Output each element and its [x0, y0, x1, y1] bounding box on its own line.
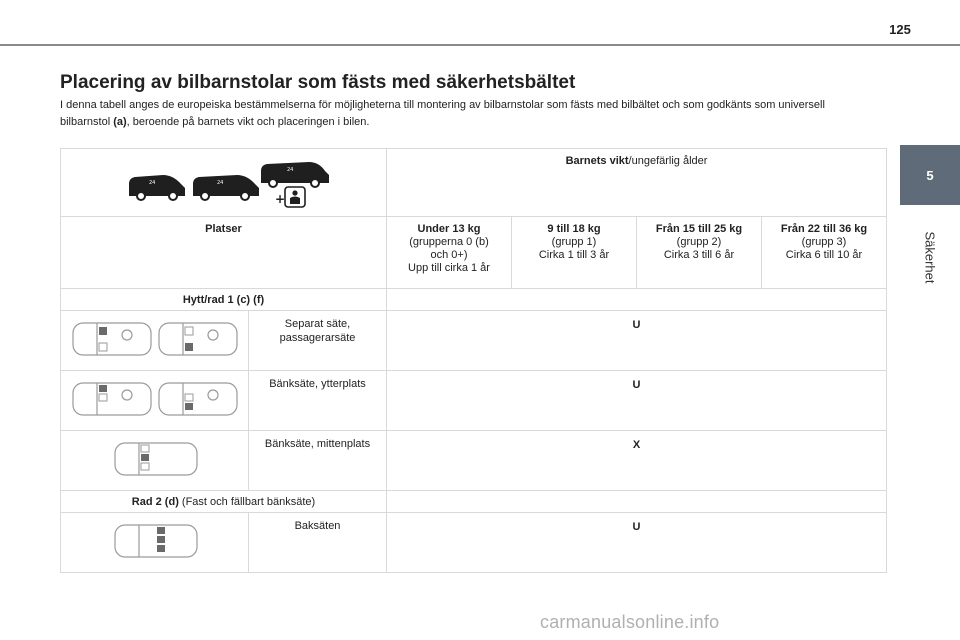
table-row — [61, 311, 887, 371]
seat-value: X — [387, 431, 887, 491]
svg-text:24: 24 — [287, 167, 294, 173]
chapter-label: Säkerhet — [922, 230, 938, 284]
svg-text:24: 24 — [217, 180, 224, 186]
seat-name: Bänksäte, ytterplats — [249, 371, 387, 431]
plus-symbol: + — [275, 192, 286, 206]
seat-icon-cell — [61, 513, 249, 573]
table-row — [61, 431, 887, 491]
table-row — [61, 371, 887, 431]
child-seat-icon — [285, 187, 305, 207]
watermark: carmanualsonline.info — [540, 612, 720, 632]
chapter-number: 5 — [926, 167, 934, 183]
vehicle-icons — [61, 149, 387, 213]
van-medium-icon — [193, 175, 259, 200]
seat-value: U — [387, 311, 887, 371]
bench-outer-seat-diagram-icon — [71, 379, 241, 419]
weight-group-2: Från 15 till 25 kg (grupp 2) Cirka 3 till 6 år — [637, 217, 762, 289]
weight-header: Barnets vikt/ungefärlig ålder — [387, 149, 887, 217]
seat-name: Baksäten — [249, 513, 387, 573]
seat-icon-cell — [61, 311, 249, 371]
seat-value: U — [387, 513, 887, 573]
weight-group-0: Under 13 kg (grupperna 0 (b) och 0+) Upp till cirka 1 år — [387, 217, 512, 289]
rear-seat-diagram-icon — [71, 521, 241, 561]
table-row — [61, 513, 887, 573]
seat-value: U — [387, 371, 887, 431]
places-header: Platser — [61, 217, 387, 289]
seat-icon-cell — [61, 431, 249, 491]
page-number: 125 — [889, 22, 911, 37]
section-row-1-label: Hytt/rad 1 (c) (f) — [61, 289, 387, 311]
header-divider — [0, 44, 960, 46]
section-row-2-label: Rad 2 (d) (Fast och fällbart bänksäte) — [61, 491, 387, 513]
svg-text:24: 24 — [149, 180, 156, 186]
seat-icon-cell — [61, 371, 249, 431]
page-title: Placering av bilbarnstolar som fästs med säkerhetsbältet — [60, 72, 576, 93]
child-seat-table — [60, 148, 887, 573]
separate-seat-diagram-icon — [71, 319, 241, 359]
weight-group-1: 9 till 18 kg (grupp 1) Cirka 1 till 3 år — [512, 217, 637, 289]
weight-group-3: Från 22 till 36 kg (grupp 3) Cirka 6 till 10 år — [762, 217, 887, 289]
bench-middle-seat-diagram-icon — [71, 439, 241, 479]
vehicle-icons-cell — [61, 149, 387, 217]
chapter-tab[interactable] — [900, 145, 960, 205]
seat-name: Bänksäte, mittenplats — [249, 431, 387, 491]
van-short-icon — [129, 175, 185, 200]
intro-paragraph: I denna tabell anges de europeiska bestämmelserna för möjligheterna till montering av bilbarnstolar som fästs med bilbältet och som godkänts som universell bilbarnstol (a), beroende på barnets vikt och placeringen i bilen. — [60, 99, 825, 128]
seat-name: Separat säte, passagerarsäte — [249, 311, 387, 371]
van-long-icon — [261, 162, 329, 187]
